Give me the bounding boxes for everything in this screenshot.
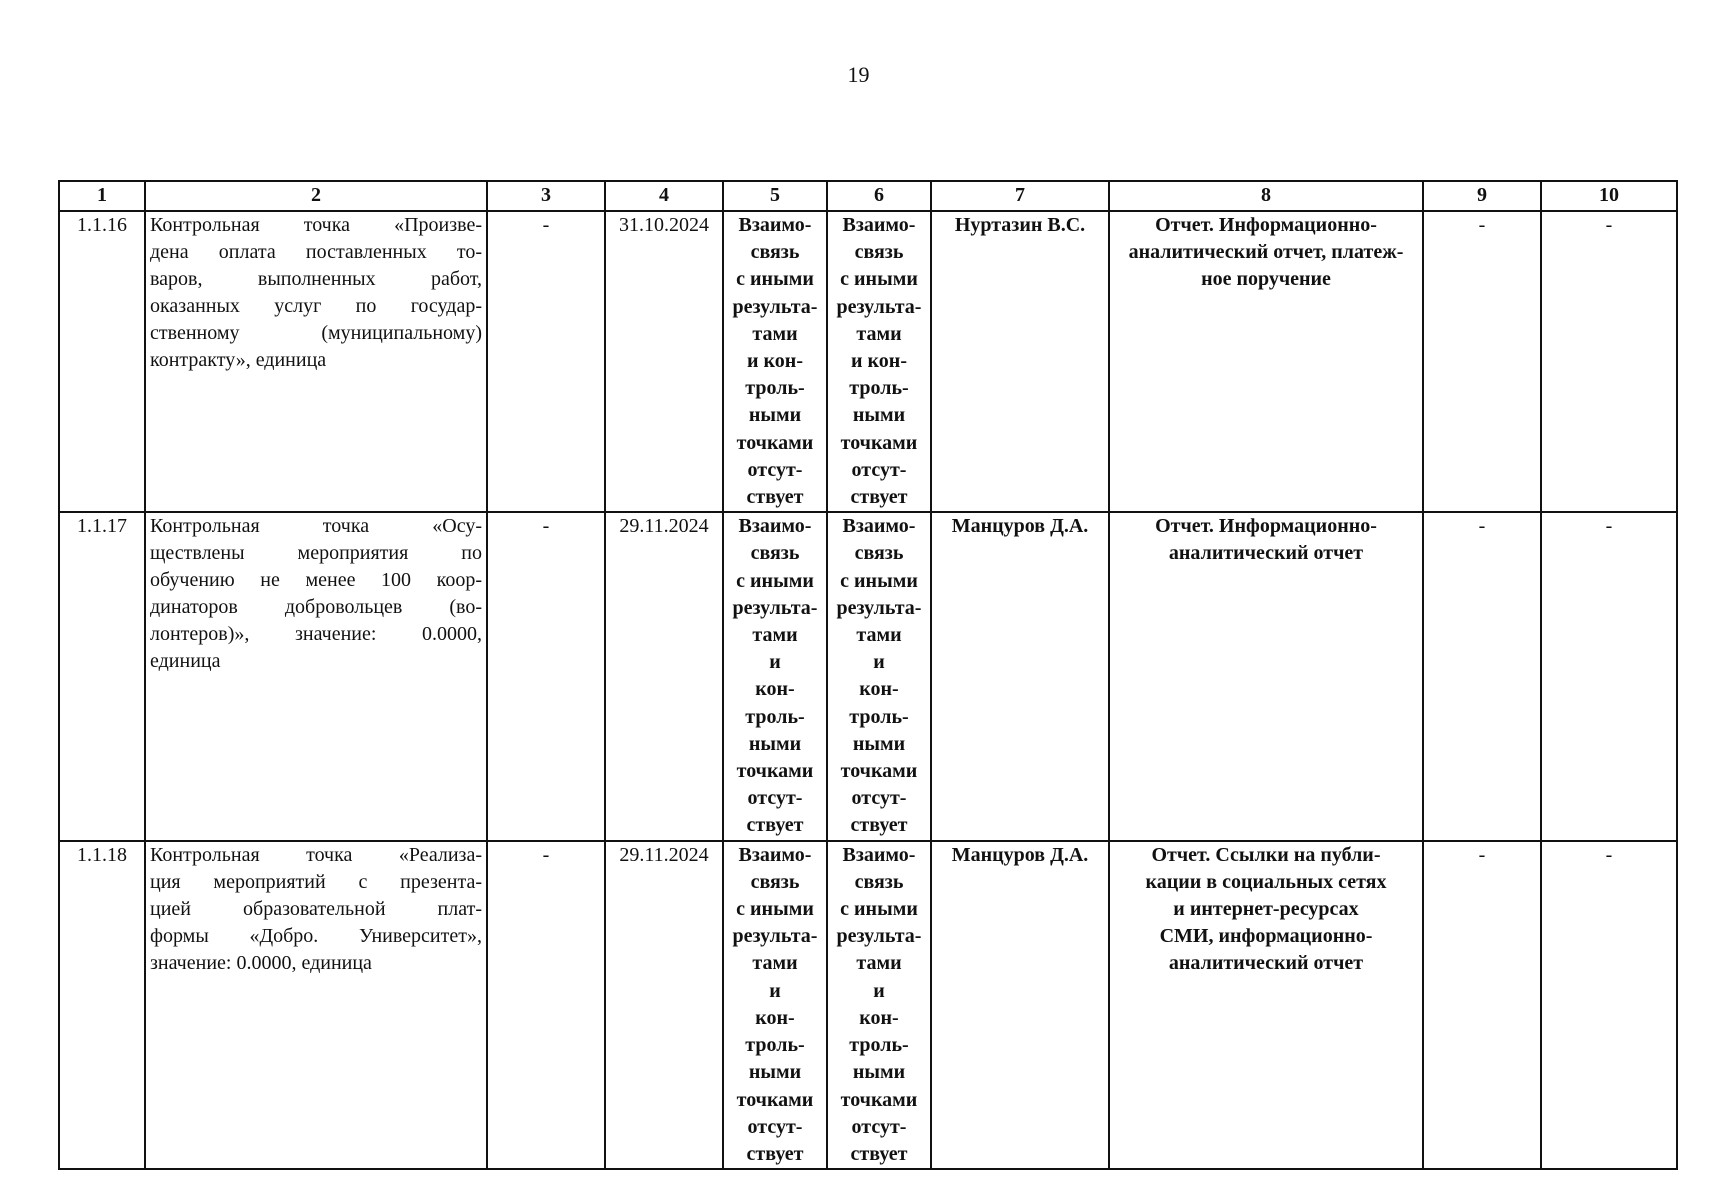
relation-predecessor-line: результа-	[732, 925, 818, 948]
relation-successor-line: результа-	[836, 925, 922, 948]
control-point-name	[145, 512, 487, 840]
control-point-name-line: ция мероприятий с презента-	[150, 870, 482, 893]
confirming-document-line: Отчет. Ссылки на публи-	[1151, 843, 1381, 866]
control-point-name-line: оказанных услуг по государ-	[150, 295, 482, 317]
relation-successor-line: троль-	[849, 705, 909, 728]
confirming-document	[1109, 512, 1423, 840]
header-cell-8: 8	[1109, 181, 1423, 211]
confirming-document-line: Отчет. Информационно-	[1155, 214, 1377, 236]
control-point-name-line: Контрольная точка «Произве-	[150, 214, 482, 236]
header-cell-6: 6	[827, 181, 931, 211]
relation-successor-line: троль-	[849, 377, 909, 400]
relation-predecessor-line: Взаимо-	[738, 214, 812, 236]
relation-predecessor-line: ствует	[746, 486, 804, 509]
table-row	[59, 841, 1677, 1169]
relation-predecessor-line: тами	[752, 952, 798, 975]
relation-successor-line: и	[873, 651, 885, 674]
confirming-document	[1109, 841, 1423, 1169]
header-cell-5: 5	[723, 181, 827, 211]
relation-predecessor-line: точками	[736, 431, 814, 454]
relation-successor-line: результа-	[836, 596, 922, 619]
relation-predecessor-line: троль-	[745, 1034, 805, 1057]
relation-predecessor-line: с иными	[736, 898, 814, 921]
responsible-person: Манцуров Д.А.	[931, 512, 1109, 840]
relation-successor-line: ствует	[850, 814, 908, 837]
relation-predecessor-line: ными	[748, 1061, 802, 1084]
relation-predecessor-line: связь	[750, 542, 800, 565]
deadline-date: 31.10.2024	[605, 211, 723, 512]
relation-successor	[827, 211, 931, 512]
confirming-document-line: СМИ, информационно-	[1159, 924, 1373, 947]
relation-successor-line: с иными	[840, 898, 918, 921]
control-points-table	[58, 180, 1678, 1170]
control-point-name-line: формы «Добро. Университет»,	[150, 924, 482, 947]
deadline-date: 29.11.2024	[605, 841, 723, 1169]
confirming-document-line: аналитический отчет, платеж-	[1128, 241, 1404, 263]
relation-predecessor-line: и	[769, 979, 781, 1002]
column-10-value: -	[1541, 841, 1677, 1169]
column-9-value: -	[1423, 841, 1541, 1169]
relation-predecessor-line: кон-	[755, 678, 795, 701]
relation-predecessor-line: тами	[752, 624, 798, 647]
confirming-document-line: аналитический отчет	[1168, 542, 1364, 565]
table-row	[59, 512, 1677, 840]
confirming-document-line: кации в социальных сетях	[1145, 870, 1387, 893]
relation-successor-line: ными	[852, 1061, 906, 1084]
relation-predecessor-line: отсут-	[747, 1115, 803, 1138]
relation-successor-line: связь	[854, 870, 904, 893]
relation-predecessor	[723, 841, 827, 1169]
relation-successor-line: ными	[852, 404, 906, 427]
control-point-name-line: обучению не менее 100 коор-	[150, 569, 482, 592]
column-3-value: -	[487, 841, 605, 1169]
table-row	[59, 211, 1677, 512]
control-point-name	[145, 841, 487, 1169]
relation-successor-line: точками	[840, 760, 918, 783]
relation-predecessor-line: ными	[748, 732, 802, 755]
relation-successor-line: ствует	[850, 1142, 908, 1165]
relation-predecessor-line: отсут-	[747, 787, 803, 810]
relation-predecessor-line: связь	[750, 870, 800, 893]
header-cell-1: 1	[59, 181, 145, 211]
relation-predecessor-line: результа-	[732, 295, 818, 318]
control-point-name	[145, 211, 487, 512]
column-10-value: -	[1541, 211, 1677, 512]
relation-successor-line: ными	[852, 732, 906, 755]
header-cell-7: 7	[931, 181, 1109, 211]
confirming-document-line: аналитический отчет	[1168, 951, 1364, 974]
relation-successor-line: троль-	[849, 1034, 909, 1057]
control-point-name-line: значение: 0.0000, единица	[150, 951, 372, 974]
relation-successor-line: связь	[854, 241, 904, 264]
relation-predecessor	[723, 211, 827, 512]
relation-successor-line: отсут-	[851, 1115, 907, 1138]
relation-predecessor-line: результа-	[732, 596, 818, 619]
relation-successor-line: кон-	[859, 1006, 899, 1029]
relation-predecessor-line: с иными	[736, 569, 814, 592]
relation-successor-line: Взаимо-	[842, 214, 916, 236]
column-3-value: -	[487, 211, 605, 512]
relation-predecessor-line: с иными	[736, 268, 814, 291]
relation-predecessor-line: точками	[736, 1088, 814, 1111]
relation-predecessor-line: кон-	[755, 1006, 795, 1029]
confirming-document-line: Отчет. Информационно-	[1155, 515, 1377, 538]
control-point-name-line: Контрольная точка «Осу-	[150, 515, 482, 538]
confirming-document	[1109, 211, 1423, 512]
relation-predecessor-line: Взаимо-	[738, 515, 812, 538]
header-row	[59, 181, 1677, 211]
relation-predecessor-line: троль-	[745, 705, 805, 728]
column-9-value: -	[1423, 211, 1541, 512]
relation-predecessor-line: точками	[736, 760, 814, 783]
header-cell-3: 3	[487, 181, 605, 211]
relation-successor-line: Взаимо-	[842, 515, 916, 538]
relation-successor-line: с иными	[840, 569, 918, 592]
column-3-value: -	[487, 512, 605, 840]
relation-successor-line: тами	[856, 624, 902, 647]
relation-successor-line: ствует	[850, 486, 908, 509]
relation-successor-line: с иными	[840, 268, 918, 291]
relation-successor-line: результа-	[836, 295, 922, 318]
relation-predecessor-line: Взаимо-	[738, 843, 812, 866]
header-cell-9: 9	[1423, 181, 1541, 211]
header-cell-2: 2	[145, 181, 487, 211]
relation-successor-line: связь	[854, 542, 904, 565]
relation-predecessor-line: троль-	[745, 377, 805, 400]
confirming-document-line: и интернет-ресурсах	[1173, 897, 1359, 920]
control-point-name-line: дена оплата поставленных то-	[150, 241, 482, 263]
column-9-value: -	[1423, 512, 1541, 840]
responsible-person: Нуртазин В.С.	[931, 211, 1109, 512]
relation-successor-line: и кон-	[851, 350, 907, 373]
relation-predecessor-line: ствует	[746, 1142, 804, 1165]
confirming-document-line: ное поручение	[1201, 268, 1331, 290]
row-number: 1.1.17	[59, 512, 145, 840]
responsible-person: Манцуров Д.А.	[931, 841, 1109, 1169]
relation-predecessor-line: и кон-	[747, 350, 803, 373]
relation-predecessor-line: отсут-	[747, 458, 803, 481]
relation-predecessor-line: связь	[750, 241, 800, 264]
control-point-name-line: лонтеров)», значение: 0.0000,	[150, 623, 482, 646]
control-point-name-line: динаторов добровольцев (во-	[150, 596, 482, 619]
relation-successor	[827, 512, 931, 840]
relation-predecessor-line: ными	[748, 404, 802, 427]
relation-predecessor-line: ствует	[746, 814, 804, 837]
header-cell-4: 4	[605, 181, 723, 211]
control-point-name-line: варов, выполненных работ,	[150, 268, 482, 290]
relation-predecessor-line: и	[769, 651, 781, 674]
relation-successor-line: отсут-	[851, 458, 907, 481]
control-point-name-line: цией образовательной плат-	[150, 897, 482, 920]
relation-predecessor	[723, 512, 827, 840]
relation-successor-line: точками	[840, 431, 918, 454]
control-point-name-line: ществлены мероприятия по	[150, 542, 482, 565]
relation-successor-line: отсут-	[851, 787, 907, 810]
deadline-date: 29.11.2024	[605, 512, 723, 840]
relation-predecessor-line: тами	[752, 322, 798, 345]
header-cell-10: 10	[1541, 181, 1677, 211]
relation-successor-line: Взаимо-	[842, 843, 916, 866]
page-number: 19	[847, 62, 870, 87]
relation-successor-line: тами	[856, 952, 902, 975]
relation-successor	[827, 841, 931, 1169]
control-point-name-line: Контрольная точка «Реализа-	[150, 843, 482, 866]
relation-successor-line: кон-	[859, 678, 899, 701]
relation-successor-line: и	[873, 979, 885, 1002]
control-point-name-line: контракту», единица	[150, 349, 327, 371]
row-number: 1.1.18	[59, 841, 145, 1169]
relation-successor-line: тами	[856, 322, 902, 345]
column-10-value: -	[1541, 512, 1677, 840]
row-number: 1.1.16	[59, 211, 145, 512]
control-point-name-line: ственному (муниципальному)	[150, 322, 482, 344]
control-point-name-line: единица	[150, 650, 221, 673]
relation-successor-line: точками	[840, 1088, 918, 1111]
